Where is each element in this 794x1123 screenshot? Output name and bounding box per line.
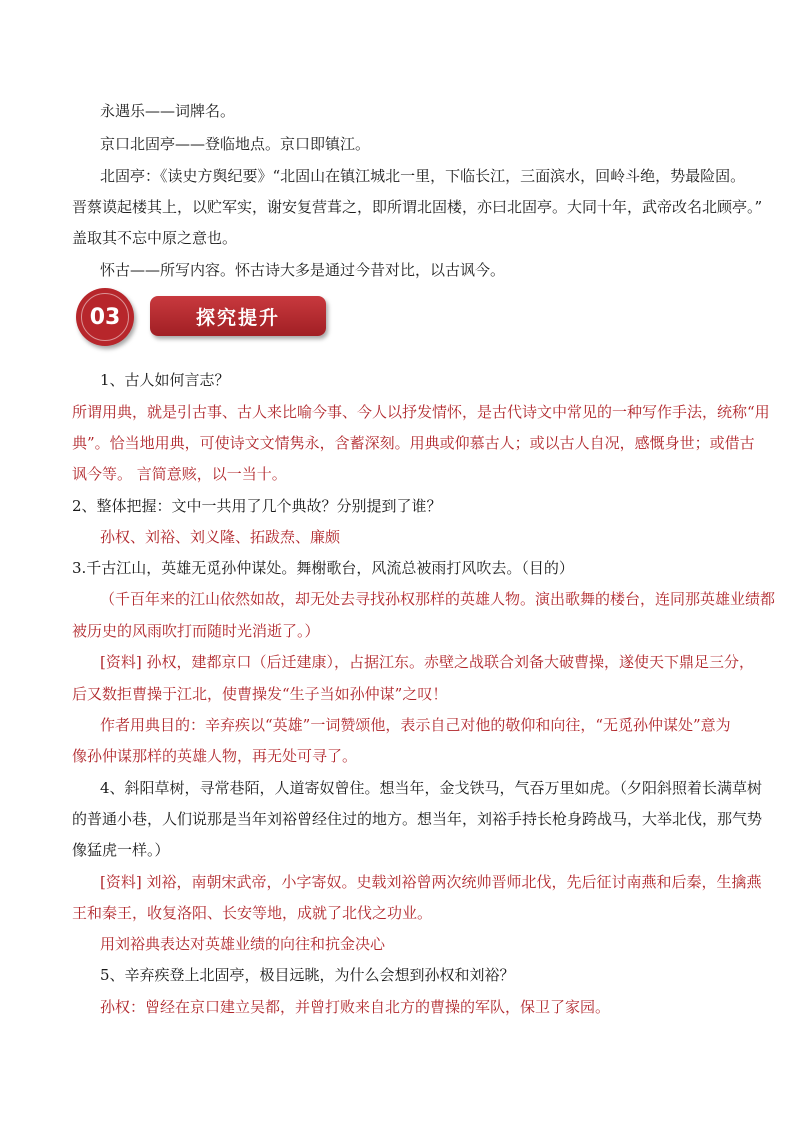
paragraph-line: 怀古——所写内容。怀古诗大多是通过今昔对比，以古讽今。 (100, 261, 506, 279)
paragraph-line: 京口北固亭——登临地点。京口即镇江。 (100, 135, 371, 153)
answer-line: 所谓用典，就是引古事、古人来比喻今事、今人以抒发情怀，是古代诗文中常见的一种写作手法，统称“用 (72, 403, 770, 421)
translation-line: 被历史的风雨吹打而随时光消逝了。） (72, 622, 320, 640)
paragraph-line: 盖取其不忘中原之意也。 (72, 229, 238, 247)
section-number: 03 (89, 304, 121, 330)
paragraph-line: 晋蔡谟起楼其上，以贮军实，谢安复营葺之，即所谓北固楼，亦曰北固亭。大同十年，武帝改名北顾亭。” (72, 198, 763, 216)
paragraph-line: 北固亭：《读史方舆纪要》“北固山在镇江城北一里，下临长江，三面滨水，回岭斗绝，势最险固。 (100, 167, 746, 185)
material-line: [资料] 孙权，建都京口（后迁建康），占据江东。赤壁之战联合刘备大破曹操，遂使天下鼎足三分， (100, 653, 754, 671)
question-2: 2、整体把握：文中一共用了几个典故？分别提到了谁？ (72, 497, 442, 515)
summary-line: 用刘裕典表达对英雄业绩的向往和抗金决心 (100, 935, 386, 953)
translation-line: （千百年来的江山依然如故，却无处去寻找孙权那样的英雄人物。演出歌舞的楼台，连同那英雄业绩都 (100, 590, 776, 608)
answer-line: 孙权、刘裕、刘义隆、拓跋焘、廉颇 (100, 528, 341, 546)
purpose-line: 像孙仲谋那样的英雄人物，再无处可寻了。 (72, 747, 358, 765)
question-4-line: 的普通小巷，人们说那是当年刘裕曾经住过的地方。想当年，刘裕手持长枪身跨战马，大举北伐，那气势 (72, 810, 763, 828)
answer-line: 典”。恰当地用典，可使诗文文情隽永，含蓄深刻。用典或仰慕古人；或以古人自况，感慨身世；或借古 (72, 434, 755, 452)
question-3: 3.千古江山，英雄无觅孙仲谋处。舞榭歌台，风流总被雨打风吹去。（目的） (72, 559, 574, 577)
section-header (76, 288, 336, 344)
material-line: 王和秦王，收复洛阳、长安等地，成就了北伐之功业。 (72, 904, 433, 922)
paragraph-line: 永遇乐——词牌名。 (100, 102, 236, 120)
answer-line: 讽今等。 言简意赅，以一当十。 (72, 465, 287, 483)
question-4: 4、斜阳草树，寻常巷陌，人道寄奴曾住。想当年，金戈铁马，气吞万里如虎。（夕阳斜照着长满草树 (100, 779, 763, 797)
material-line: [资料] 刘裕，南朝宋武帝，小字寄奴。史载刘裕曾两次统帅晋师北伐，先后征讨南燕和后秦，生擒燕 (100, 873, 762, 891)
question-1: 1、古人如何言志？ (100, 371, 230, 389)
question-4-line: 像猛虎一样。） (72, 841, 170, 859)
purpose-line: 作者用典目的：辛弃疾以“英雄”一词赞颂他，表示自己对他的敬仰和向往，“无觅孙仲谋处”意为 (100, 716, 731, 734)
section-number-badge (76, 288, 134, 346)
section-title: 探究提升 (195, 306, 280, 329)
answer-line: 孙权：曾经在京口建立吴都，并曾打败来自北方的曹操的军队，保卫了家园。 (100, 998, 611, 1016)
material-line: 后又数拒曹操于江北，使曹操发“生子当如孙仲谋”之叹！ (72, 685, 448, 703)
section-title-banner (150, 296, 326, 336)
question-5: 5、辛弃疾登上北固亭，极目远眺，为什么会想到孙权和刘裕？ (100, 966, 515, 984)
